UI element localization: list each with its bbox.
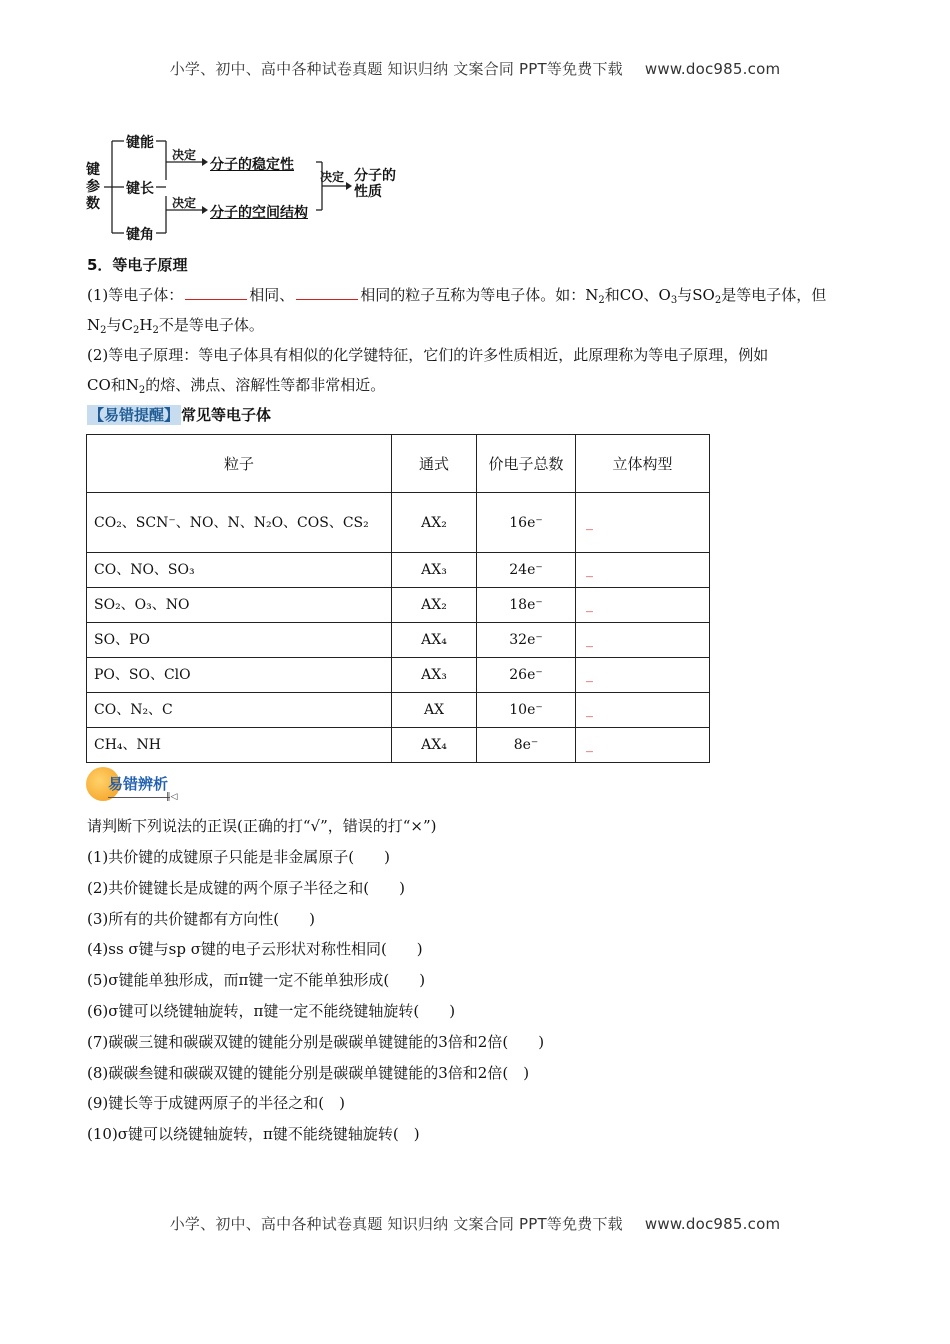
cell-formula: AX₃ xyxy=(392,658,477,693)
isoelectronic-table xyxy=(86,434,710,763)
table-row xyxy=(87,693,710,728)
p2-line-2b: 的熔、沸点、溶解性等都非常相近。 xyxy=(145,376,386,394)
param-bond-energy: 键能 xyxy=(126,135,154,151)
table-row xyxy=(87,658,710,693)
cell-shape-blank[interactable]: _ xyxy=(576,693,710,728)
cell-electrons: 32e⁻ xyxy=(477,623,576,658)
param-bond-length: 键长 xyxy=(126,181,154,197)
col-particles: 粒子 xyxy=(87,435,392,493)
badge-arrow-icon: ‖◁ xyxy=(166,792,178,802)
p1-text-a: (1)等电子体： xyxy=(87,286,184,304)
cell-particles: CO、NO、SO₃ xyxy=(87,553,392,588)
cell-particles: CO、N₂、C xyxy=(87,693,392,728)
cell-electrons: 24e⁻ xyxy=(477,553,576,588)
badge-underline xyxy=(108,797,170,798)
table-row xyxy=(87,728,710,763)
col-formula: 通式 xyxy=(392,435,477,493)
page-header xyxy=(0,58,950,79)
badge-label: 易错辨析 xyxy=(108,775,169,793)
result-stability: 分子的稳定性 xyxy=(210,157,294,173)
p1-text-f: 是等电子体，但 xyxy=(721,286,827,304)
cell-shape-blank[interactable]: _ xyxy=(576,728,710,763)
table-row xyxy=(87,588,710,623)
blank-1[interactable] xyxy=(185,285,247,300)
cell-particles: CH₄、NH xyxy=(87,728,392,763)
result-structure: 分子的空间结构 xyxy=(210,205,308,221)
header-text: 小学、初中、高中各种试卷真题 知识归纳 文案合同 PPT等免费下载 xyxy=(169,60,623,78)
p1-text-e: 与SO xyxy=(677,286,715,304)
p2-line-1: (2)等电子原理：等电子体具有相似的化学键特征，它们的许多性质相近，此原理称为等电子原理，例如 xyxy=(87,346,769,364)
col-shape: 立体构型 xyxy=(576,435,710,493)
quiz-intro: 请判断下列说法的正误(正确的打“√”，错误的打“×”) xyxy=(87,817,437,835)
blank-2[interactable] xyxy=(296,285,358,300)
footer-text: 小学、初中、高中各种试卷真题 知识归纳 文案合同 PPT等免费下载 xyxy=(169,1215,623,1233)
section-paragraph-2: (2)等电子原理：等电子体具有相似的化学键特征，它们的许多性质相近，此原理称为等电子原理，例如 CO和$N_2$的熔、沸点、溶解性等都非常相近。 xyxy=(87,346,769,396)
p1-text-d: 和CO、O xyxy=(604,286,671,304)
p1-text-b: 相同、 xyxy=(249,286,295,304)
cell-shape-blank[interactable]: _ xyxy=(576,658,710,693)
cell-particles: SO、PO xyxy=(87,623,392,658)
error-analysis-badge xyxy=(86,767,186,807)
cell-shape-blank[interactable]: _ xyxy=(576,588,710,623)
decide-label-1: 决定 xyxy=(172,148,197,162)
cell-formula: AX₃ xyxy=(392,553,477,588)
cell-electrons: 8e⁻ xyxy=(477,728,576,763)
tip-title: 常见等电子体 xyxy=(181,406,272,424)
cell-formula: AX₂ xyxy=(392,588,477,623)
cell-electrons: 26e⁻ xyxy=(477,658,576,693)
quiz-item[interactable]: (10)σ键可以绕键轴旋转，π键不能绕键轴旋转( ) xyxy=(87,1125,420,1144)
cell-electrons: 18e⁻ xyxy=(477,588,576,623)
quiz-item[interactable]: (8)碳碳叁键和碳碳双键的键能分别是碳碳单键键能的3倍和2倍( ) xyxy=(87,1063,530,1082)
quiz-item[interactable]: (1)共价键的成键原子只能是非金属原子( ) xyxy=(87,848,390,866)
cell-shape-blank[interactable]: _ xyxy=(576,493,710,553)
tip-tag: 【易错提醒】 xyxy=(89,406,180,424)
decide-label-2: 决定 xyxy=(172,196,197,210)
section-title: 5．等电子原理 xyxy=(87,256,188,274)
section-paragraph-1: (1)等电子体： 相同、 相同的粒子互称为等电子体。如：$N_2$和CO、$O_3$与$SO_2$是等电子体，但 $N_2$与$C_2H_2$不是等电子体。 xyxy=(87,286,827,336)
p1-text-i: H xyxy=(139,316,153,334)
quiz-item[interactable]: (5)σ键能单独形成，而π键一定不能单独形成( ) xyxy=(87,971,426,990)
quiz-item[interactable]: (6)σ键可以绕键轴旋转，π键一定不能绕键轴旋转( ) xyxy=(87,1002,456,1020)
cell-particles: CO₂、SCN⁻、NO、N、N₂O、COS、CS₂ xyxy=(87,493,392,553)
cell-formula: AX xyxy=(392,693,477,728)
quiz-item[interactable]: (9)键长等于成键两原子的半径之和( ) xyxy=(87,1094,345,1113)
diagram-root: 键参数 xyxy=(86,162,100,212)
cell-formula: AX₄ xyxy=(392,728,477,763)
cell-shape-blank[interactable]: _ xyxy=(576,553,710,588)
cell-formula: AX₂ xyxy=(392,493,477,553)
bond-parameter-diagram xyxy=(84,126,424,246)
p1-text-c: 相同的粒子互称为等电子体。如：N xyxy=(360,286,599,304)
col-electrons: 价电子总数 xyxy=(477,435,576,493)
quiz-item[interactable]: (7)碳碳三键和碳碳双键的键能分别是碳碳单键键能的3倍和2倍( ) xyxy=(87,1032,545,1051)
cell-electrons: 10e⁻ xyxy=(477,693,576,728)
quiz-item[interactable]: (3)所有的共价键都有方向性( ) xyxy=(87,909,315,928)
cell-electrons: 16e⁻ xyxy=(477,493,576,553)
p1-text-j: 不是等电子体。 xyxy=(158,316,264,334)
footer-site[interactable]: www.doc985.com xyxy=(644,1215,781,1233)
cell-formula: AX₄ xyxy=(392,623,477,658)
table-header-row xyxy=(87,435,710,493)
p1-text-h: 与C xyxy=(106,316,133,334)
cell-shape-blank[interactable]: _ xyxy=(576,623,710,658)
table-row xyxy=(87,553,710,588)
quiz-item[interactable]: (4)ss σ键与sp σ键的电子云形状对称性相同( ) xyxy=(87,940,423,959)
tip-heading xyxy=(87,404,271,425)
header-site[interactable]: www.doc985.com xyxy=(644,60,781,78)
param-bond-angle: 键角 xyxy=(126,227,154,243)
p1-text-g: N xyxy=(87,316,101,334)
decide-label-3: 决定 xyxy=(320,170,345,184)
page-footer xyxy=(0,1213,950,1234)
table-row xyxy=(87,623,710,658)
table-row xyxy=(87,493,710,553)
final-property: 分子的性质 xyxy=(354,168,396,200)
quiz-item[interactable]: (2)共价键键长是成键的两个原子半径之和( ) xyxy=(87,878,405,897)
cell-particles: PO、SO、ClO xyxy=(87,658,392,693)
p2-line-2a: CO和N xyxy=(87,376,139,394)
cell-particles: SO₂、O₃、NO xyxy=(87,588,392,623)
